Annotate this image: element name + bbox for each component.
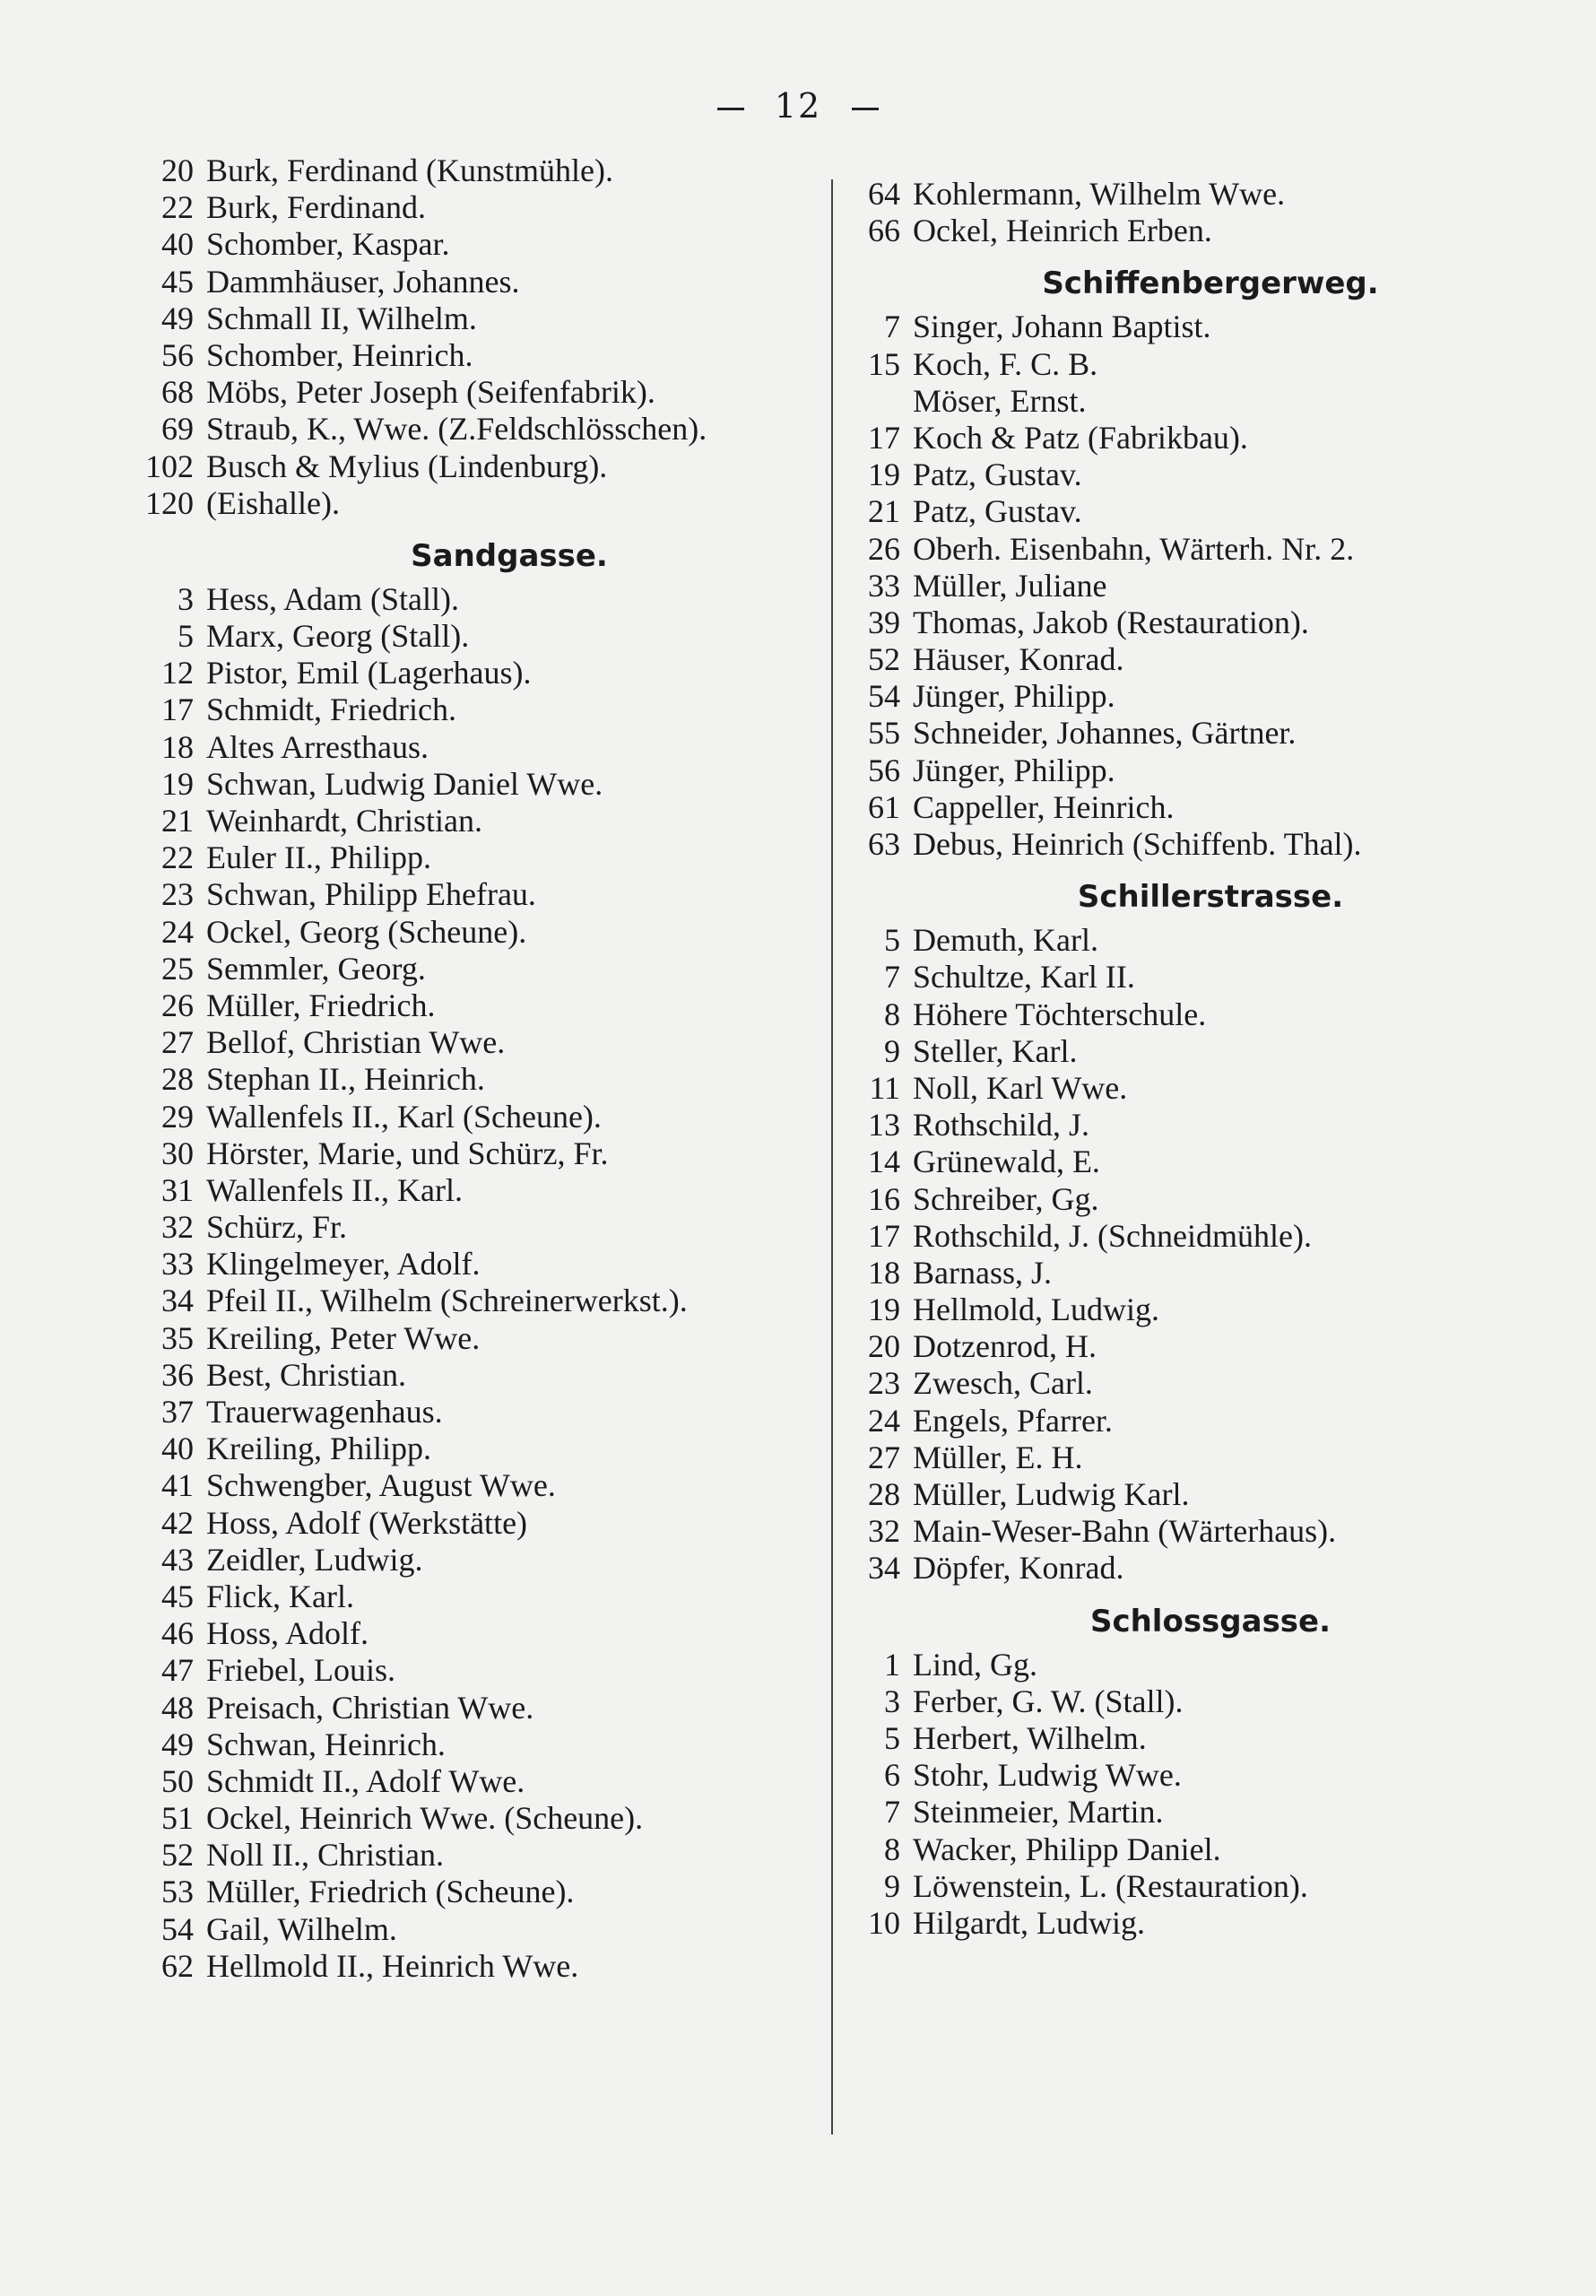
address-entry xyxy=(843,1181,1524,1218)
house-number: 40 xyxy=(161,1431,194,1467)
house-number: 22 xyxy=(161,839,194,876)
address-entry xyxy=(106,1431,805,1467)
house-number: 19 xyxy=(868,1292,900,1328)
house-number: 9 xyxy=(884,1867,900,1904)
house-number: 52 xyxy=(868,641,900,678)
address-entry xyxy=(106,226,805,263)
house-number: 17 xyxy=(868,419,900,456)
house-number: 37 xyxy=(161,1394,194,1430)
address-entry xyxy=(843,996,1524,1033)
resident-name: Hörster, Marie, und Schürz, Fr. xyxy=(206,1135,609,1171)
resident-name: Burk, Ferdinand. xyxy=(206,189,426,226)
resident-name: Schmall II, Wilhelm. xyxy=(206,300,477,336)
address-entry xyxy=(106,1467,805,1504)
resident-name: Schmidt, Friedrich. xyxy=(206,691,456,728)
header-dash-left xyxy=(717,108,744,110)
resident-name: Altes Arresthaus. xyxy=(206,728,429,765)
house-number: 12 xyxy=(161,655,194,691)
resident-name: Möser, Ernst. xyxy=(913,382,1087,419)
house-number: 36 xyxy=(161,1356,194,1393)
resident-name: Müller, Ludwig Karl. xyxy=(913,1476,1190,1512)
resident-name: Schreiber, Gg. xyxy=(913,1180,1099,1217)
resident-name: Jünger, Philipp. xyxy=(913,678,1115,715)
house-number: 18 xyxy=(868,1254,900,1291)
address-entry xyxy=(843,1365,1524,1402)
address-entry xyxy=(106,1652,805,1689)
resident-name: Schürz, Fr. xyxy=(206,1209,347,1246)
resident-name: Möbs, Peter Joseph (Seifenfabrik). xyxy=(206,374,655,411)
resident-name: Debus, Heinrich (Schiffenb. Thal). xyxy=(913,826,1362,862)
house-number: 17 xyxy=(868,1217,900,1254)
house-number: 5 xyxy=(178,618,194,655)
house-number: 23 xyxy=(161,876,194,913)
house-number: 32 xyxy=(161,1209,194,1246)
resident-name: Busch & Mylius (Lindenburg). xyxy=(206,448,608,484)
resident-name: Engels, Pfarrer. xyxy=(913,1402,1113,1439)
address-entry xyxy=(843,789,1524,826)
resident-name: Schwengber, August Wwe. xyxy=(206,1467,556,1504)
resident-name: Stohr, Ludwig Wwe. xyxy=(913,1757,1182,1794)
house-number: 41 xyxy=(161,1467,194,1504)
house-number: 28 xyxy=(868,1476,900,1512)
address-entry xyxy=(843,493,1524,530)
house-number: 61 xyxy=(868,788,900,825)
address-entry xyxy=(843,1328,1524,1365)
house-number: 24 xyxy=(868,1402,900,1439)
address-entry xyxy=(843,678,1524,715)
street-heading: Schiffenbergerweg. xyxy=(1042,265,1379,302)
street-heading: Sandgasse. xyxy=(411,537,608,574)
address-entry xyxy=(106,1837,805,1874)
resident-name: Schmidt II., Adolf Wwe. xyxy=(206,1762,525,1799)
resident-name: Hellmold II., Heinrich Wwe. xyxy=(206,1947,579,1984)
resident-name: Koch, F. C. B. xyxy=(913,345,1098,382)
address-entry xyxy=(843,1683,1524,1720)
address-entry xyxy=(843,922,1524,959)
house-number: 19 xyxy=(868,457,900,493)
house-number: 66 xyxy=(868,213,900,249)
house-number: 47 xyxy=(161,1652,194,1689)
resident-name: Demuth, Karl. xyxy=(913,922,1098,959)
address-entry xyxy=(106,618,805,655)
left-column xyxy=(106,152,805,1985)
resident-name: Hilgardt, Ludwig. xyxy=(913,1904,1145,1941)
house-number: 34 xyxy=(868,1550,900,1587)
resident-name: Stephan II., Heinrich. xyxy=(206,1061,485,1098)
address-entry xyxy=(106,766,805,803)
resident-name: Kreiling, Philipp. xyxy=(206,1431,431,1467)
address-entry xyxy=(106,1172,805,1209)
house-number: 56 xyxy=(161,336,194,373)
resident-name: Steinmeier, Martin. xyxy=(913,1794,1164,1831)
address-entry xyxy=(843,309,1524,345)
address-entry xyxy=(106,581,805,618)
resident-name: Steller, Karl. xyxy=(913,1032,1078,1069)
resident-name: Preisach, Christian Wwe. xyxy=(206,1689,534,1726)
address-entry xyxy=(843,213,1524,249)
address-entry xyxy=(843,1403,1524,1439)
resident-name: Pistor, Emil (Lagerhaus). xyxy=(206,655,532,691)
address-entry xyxy=(106,1800,805,1837)
address-entry xyxy=(843,1070,1524,1107)
resident-name: Patz, Gustav. xyxy=(913,493,1082,530)
address-entry xyxy=(106,691,805,728)
resident-name: Dammhäuser, Johannes. xyxy=(206,263,520,300)
address-entry xyxy=(106,189,805,226)
house-number: 68 xyxy=(161,374,194,411)
resident-name: Hoss, Adolf (Werkstätte) xyxy=(206,1504,528,1541)
address-entry xyxy=(106,411,805,448)
resident-name: Schwan, Philipp Ehefrau. xyxy=(206,876,536,913)
house-number: 42 xyxy=(161,1504,194,1541)
house-number: 7 xyxy=(884,309,900,345)
resident-name: Noll, Karl Wwe. xyxy=(913,1069,1128,1106)
address-entry xyxy=(106,655,805,691)
house-number: 15 xyxy=(868,345,900,382)
address-entry xyxy=(106,1135,805,1172)
address-entry xyxy=(106,987,805,1024)
resident-name: Trauerwagenhaus. xyxy=(206,1394,443,1430)
address-entry xyxy=(843,959,1524,996)
address-entry xyxy=(106,914,805,951)
resident-name: Straub, K., Wwe. (Z.Feldschlösschen). xyxy=(206,411,707,448)
house-number: 54 xyxy=(161,1910,194,1947)
address-entry xyxy=(106,485,805,522)
resident-name: Müller, E. H. xyxy=(913,1439,1083,1475)
address-entry xyxy=(843,826,1524,863)
address-entry xyxy=(106,1357,805,1394)
house-number: 3 xyxy=(884,1683,900,1719)
address-entry xyxy=(843,1720,1524,1757)
house-number: 28 xyxy=(161,1061,194,1098)
house-number: 16 xyxy=(868,1180,900,1217)
address-entry xyxy=(843,1107,1524,1144)
house-number: 69 xyxy=(161,411,194,448)
address-entry xyxy=(106,1283,805,1319)
address-entry xyxy=(843,420,1524,457)
address-entry xyxy=(843,1868,1524,1905)
page-header xyxy=(0,86,1596,126)
address-entry xyxy=(106,951,805,987)
address-entry xyxy=(843,1905,1524,1942)
house-number: 48 xyxy=(161,1689,194,1726)
header-dash-right xyxy=(852,108,879,110)
resident-name: Wacker, Philipp Daniel. xyxy=(913,1831,1221,1867)
house-number: 17 xyxy=(161,691,194,728)
house-number: 45 xyxy=(161,263,194,300)
resident-name: Schwan, Heinrich. xyxy=(206,1726,446,1762)
address-entry xyxy=(843,1255,1524,1292)
address-entry xyxy=(106,729,805,766)
resident-name: Gail, Wilhelm. xyxy=(206,1910,397,1947)
house-number: 50 xyxy=(161,1762,194,1799)
resident-name: Zwesch, Carl. xyxy=(913,1365,1093,1402)
house-number: 7 xyxy=(884,1794,900,1831)
address-entry xyxy=(843,1831,1524,1868)
address-entry xyxy=(843,1144,1524,1180)
column-divider xyxy=(831,179,833,2135)
house-number: 20 xyxy=(161,152,194,188)
house-number: 54 xyxy=(868,678,900,715)
address-entry xyxy=(106,1246,805,1283)
house-number: 18 xyxy=(161,728,194,765)
resident-name: Müller, Juliane xyxy=(913,567,1107,604)
resident-name: Höhere Töchterschule. xyxy=(913,996,1207,1032)
house-number: 20 xyxy=(868,1328,900,1365)
resident-name: Patz, Gustav. xyxy=(913,457,1082,493)
resident-name: Lind, Gg. xyxy=(913,1646,1037,1683)
address-entry xyxy=(106,1505,805,1542)
resident-name: (Eishalle). xyxy=(206,484,340,521)
house-number: 34 xyxy=(161,1283,194,1319)
address-entry xyxy=(106,1874,805,1910)
resident-name: Ockel, Heinrich Wwe. (Scheune). xyxy=(206,1800,644,1837)
resident-name: Main-Weser-Bahn (Wärterhaus). xyxy=(913,1513,1337,1550)
address-entry xyxy=(106,876,805,913)
resident-name: Flick, Karl. xyxy=(206,1578,354,1614)
house-number: 30 xyxy=(161,1135,194,1171)
house-number: 27 xyxy=(161,1024,194,1061)
house-number: 55 xyxy=(868,715,900,752)
house-number: 7 xyxy=(884,959,900,996)
house-number: 56 xyxy=(868,752,900,788)
address-entry xyxy=(106,1209,805,1246)
address-entry xyxy=(106,264,805,300)
address-entry xyxy=(106,839,805,876)
address-entry xyxy=(843,383,1524,420)
resident-name: Hoss, Adolf. xyxy=(206,1615,369,1652)
house-number: 24 xyxy=(161,913,194,950)
resident-name: Zeidler, Ludwig. xyxy=(206,1541,423,1578)
address-entry xyxy=(106,1690,805,1726)
resident-name: Euler II., Philipp. xyxy=(206,839,431,876)
resident-name: Müller, Friedrich (Scheune). xyxy=(206,1874,575,1910)
house-number: 13 xyxy=(868,1107,900,1144)
address-entry xyxy=(106,1911,805,1948)
house-number: 52 xyxy=(161,1837,194,1874)
resident-name: Marx, Georg (Stall). xyxy=(206,618,470,655)
resident-name: Schomber, Kaspar. xyxy=(206,226,450,263)
resident-name: Kreiling, Peter Wwe. xyxy=(206,1319,481,1356)
house-number: 46 xyxy=(161,1615,194,1652)
resident-name: Burk, Ferdinand (Kunstmühle). xyxy=(206,152,613,188)
resident-name: Kohlermann, Wilhelm Wwe. xyxy=(913,176,1286,212)
house-number: 26 xyxy=(161,987,194,1023)
resident-name: Ockel, Heinrich Erben. xyxy=(913,213,1212,249)
house-number: 23 xyxy=(868,1365,900,1402)
resident-name: Döpfer, Konrad. xyxy=(913,1550,1124,1587)
address-entry xyxy=(106,374,805,411)
resident-name: Klingelmeyer, Adolf. xyxy=(206,1246,481,1283)
house-number: 120 xyxy=(145,484,194,521)
address-entry xyxy=(106,152,805,189)
resident-name: Singer, Johann Baptist. xyxy=(913,309,1211,345)
house-number: 29 xyxy=(161,1098,194,1135)
house-number: 8 xyxy=(884,996,900,1032)
resident-name: Ockel, Georg (Scheune). xyxy=(206,913,527,950)
house-number: 25 xyxy=(161,950,194,987)
address-entry xyxy=(843,641,1524,678)
address-entry xyxy=(106,1542,805,1578)
house-number: 51 xyxy=(161,1800,194,1837)
address-entry xyxy=(106,803,805,839)
house-number: 11 xyxy=(869,1069,900,1106)
house-number: 40 xyxy=(161,226,194,263)
address-entry xyxy=(106,448,805,485)
resident-name: Herbert, Wilhelm. xyxy=(913,1719,1147,1756)
address-entry xyxy=(843,1794,1524,1831)
address-entry xyxy=(843,1513,1524,1550)
address-entry xyxy=(843,1218,1524,1255)
house-number: 33 xyxy=(161,1246,194,1283)
resident-name: Löwenstein, L. (Restauration). xyxy=(913,1867,1308,1904)
resident-name: Müller, Friedrich. xyxy=(206,987,436,1023)
house-number: 35 xyxy=(161,1319,194,1356)
house-number: 6 xyxy=(884,1757,900,1794)
house-number: 39 xyxy=(868,604,900,640)
address-entry xyxy=(106,1320,805,1357)
address-entry xyxy=(106,1948,805,1985)
address-entry xyxy=(106,1726,805,1763)
house-number: 32 xyxy=(868,1513,900,1550)
house-number: 49 xyxy=(161,1726,194,1762)
address-entry xyxy=(843,1550,1524,1587)
house-number: 19 xyxy=(161,765,194,802)
address-entry xyxy=(106,1578,805,1615)
house-number: 49 xyxy=(161,300,194,336)
resident-name: Grünewald, E. xyxy=(913,1144,1100,1180)
address-entry xyxy=(843,604,1524,641)
resident-name: Schomber, Heinrich. xyxy=(206,336,473,373)
address-entry xyxy=(843,1033,1524,1070)
address-entry xyxy=(106,337,805,374)
resident-name: Noll II., Christian. xyxy=(206,1837,444,1874)
resident-name: Bellof, Christian Wwe. xyxy=(206,1024,506,1061)
resident-name: Hellmold, Ludwig. xyxy=(913,1292,1159,1328)
address-entry xyxy=(106,1099,805,1135)
house-number: 63 xyxy=(868,826,900,862)
house-number: 21 xyxy=(868,493,900,530)
resident-name: Oberh. Eisenbahn, Wärterh. Nr. 2. xyxy=(913,530,1355,567)
resident-name: Wallenfels II., Karl (Scheune). xyxy=(206,1098,602,1135)
address-entry xyxy=(843,752,1524,789)
resident-name: Häuser, Konrad. xyxy=(913,641,1124,678)
resident-name: Pfeil II., Wilhelm (Schreinerwerkst.). xyxy=(206,1283,688,1319)
resident-name: Wallenfels II., Karl. xyxy=(206,1171,463,1208)
resident-name: Schneider, Johannes, Gärtner. xyxy=(913,715,1297,752)
address-entry xyxy=(843,1476,1524,1513)
address-entry xyxy=(106,1615,805,1652)
resident-name: Koch & Patz (Fabrikbau). xyxy=(913,419,1248,456)
address-entry xyxy=(843,715,1524,752)
house-number: 5 xyxy=(884,922,900,959)
address-entry xyxy=(106,1763,805,1800)
house-number: 64 xyxy=(868,176,900,212)
right-column xyxy=(843,176,1524,1942)
resident-name: Semmler, Georg. xyxy=(206,950,426,987)
resident-name: Thomas, Jakob (Restauration). xyxy=(913,604,1309,640)
house-number: 53 xyxy=(161,1874,194,1910)
street-heading: Schlossgasse. xyxy=(1089,1603,1331,1639)
address-entry xyxy=(843,176,1524,213)
house-number: 22 xyxy=(161,189,194,226)
page-number: 12 xyxy=(774,86,822,126)
address-entry xyxy=(843,568,1524,604)
resident-name: Cappeller, Heinrich. xyxy=(913,788,1175,825)
address-entry xyxy=(843,1439,1524,1476)
address-entry xyxy=(106,1024,805,1061)
house-number: 21 xyxy=(161,803,194,839)
resident-name: Friebel, Louis. xyxy=(206,1652,395,1689)
house-number: 102 xyxy=(145,448,194,484)
resident-name: Dotzenrod, H. xyxy=(913,1328,1097,1365)
resident-name: Ferber, G. W. (Stall). xyxy=(913,1683,1184,1719)
address-entry xyxy=(843,1647,1524,1683)
house-number: 10 xyxy=(868,1904,900,1941)
address-entry xyxy=(106,300,805,337)
house-number: 3 xyxy=(178,580,194,617)
house-number: 45 xyxy=(161,1578,194,1614)
resident-name: Weinhardt, Christian. xyxy=(206,803,483,839)
address-entry xyxy=(843,531,1524,568)
house-number: 33 xyxy=(868,567,900,604)
house-number: 31 xyxy=(161,1171,194,1208)
address-entry xyxy=(843,1292,1524,1328)
resident-name: Jünger, Philipp. xyxy=(913,752,1115,788)
resident-name: Schwan, Ludwig Daniel Wwe. xyxy=(206,765,603,802)
house-number: 5 xyxy=(884,1719,900,1756)
address-entry xyxy=(843,457,1524,493)
house-number: 43 xyxy=(161,1541,194,1578)
house-number: 27 xyxy=(868,1439,900,1475)
address-entry xyxy=(843,346,1524,383)
address-entry xyxy=(843,1757,1524,1794)
house-number: 9 xyxy=(884,1032,900,1069)
resident-name: Hess, Adam (Stall). xyxy=(206,580,459,617)
resident-name: Rothschild, J. (Schneidmühle). xyxy=(913,1217,1312,1254)
house-number: 62 xyxy=(161,1947,194,1984)
house-number: 8 xyxy=(884,1831,900,1867)
house-number: 14 xyxy=(868,1144,900,1180)
resident-name: Barnass, J. xyxy=(913,1254,1052,1291)
address-entry xyxy=(106,1394,805,1431)
resident-name: Best, Christian. xyxy=(206,1356,406,1393)
address-entry xyxy=(106,1061,805,1098)
house-number: 1 xyxy=(884,1646,900,1683)
house-number: 26 xyxy=(868,530,900,567)
resident-name: Schultze, Karl II. xyxy=(913,959,1135,996)
resident-name: Rothschild, J. xyxy=(913,1107,1090,1144)
street-heading: Schillerstrasse. xyxy=(1077,879,1344,916)
